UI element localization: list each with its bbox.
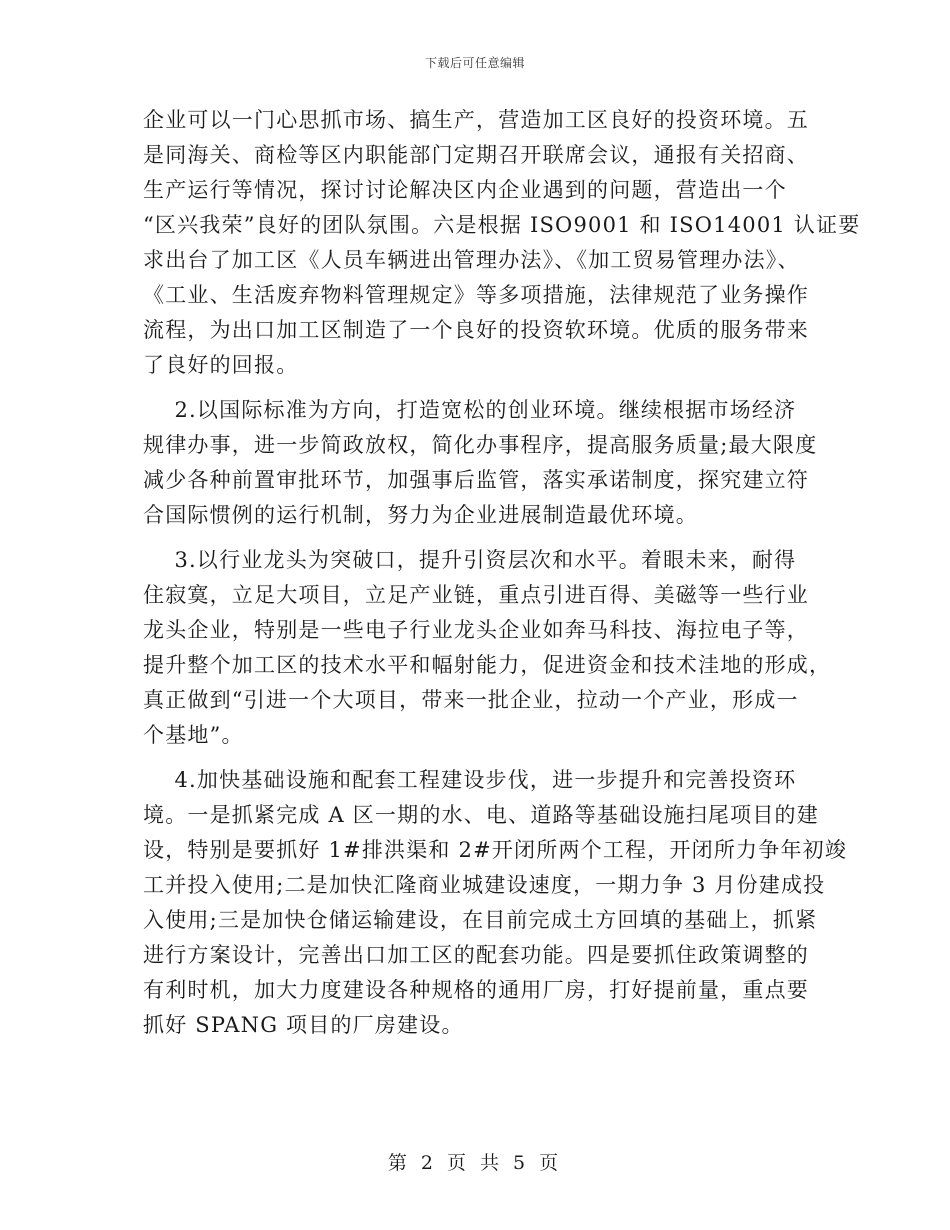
text-line: 4.加快基础设施和配套工程建设步伐，进一步提升和完善投资环 xyxy=(143,768,797,792)
page-number-footer: 第 2 页 共 5 页 xyxy=(387,1152,563,1174)
paragraph-2 xyxy=(143,393,818,533)
text-line: 流程，为出口加工区制造了一个良好的投资软环境。优质的服务带来 xyxy=(143,318,809,342)
page-header: 下载后可任意编辑 xyxy=(424,56,525,70)
text-line: “区兴我荣”良好的团队氛围。六是根据 ISO9001 和 ISO14001 认证要 xyxy=(143,213,861,237)
text-line: 入使用;三是加快仓储运输建设，在目前完成土方回填的基础上，抓紧 xyxy=(143,908,818,932)
document-body xyxy=(143,103,861,1043)
text-line: 设，特别是要抓好 1#排洪渠和 2#开闭所两个工程，开闭所力争年初竣 xyxy=(143,838,848,862)
paragraph-3 xyxy=(143,543,832,753)
text-line: 龙头企业，特别是一些电子行业龙头企业如奔马科技、海拉电子等， xyxy=(143,618,809,642)
text-line: 3.以行业龙头为突破口，提升引资层次和水平。着眼未来，耐得 xyxy=(143,548,797,572)
text-line: 个基地”。 xyxy=(143,723,244,747)
text-line: 抓好 SPANG 项目的厂房建设。 xyxy=(143,1013,464,1037)
text-line: 提升整个加工区的技术水平和幅射能力，促进资金和技术洼地的形成， xyxy=(143,653,832,677)
paragraph-4 xyxy=(143,763,848,1043)
text-line: 减少各种前置审批环节，加强事后监管，落实承诺制度，探究建立符 xyxy=(143,468,809,492)
text-line: 住寂寞，立足大项目，立足产业链，重点引进百得、美磁等一些行业 xyxy=(143,583,809,607)
text-line: 《工业、生活废弃物料管理规定》等多项措施，法律规范了业务操作 xyxy=(143,283,809,307)
text-line: 是同海关、商检等区内职能部门定期召开联席会议，通报有关招商、 xyxy=(143,143,809,167)
text-line: 合国际惯例的运行机制，努力为企业进展制造最优环境。 xyxy=(143,503,698,527)
text-line: 生产运行等情况，探讨讨论解决区内企业遇到的问题，营造出一个 xyxy=(143,178,787,202)
text-line: 有利时机，加大力度建设各种规格的通用厂房，打好提前量，重点要 xyxy=(143,978,809,1002)
text-line: 2.以国际标准为方向，打造宽松的创业环境。继续根据市场经济 xyxy=(143,398,797,422)
text-line: 进行方案设计，完善出口加工区的配套功能。四是要抓住政策调整的 xyxy=(143,943,809,967)
paragraph-1 xyxy=(143,103,861,383)
text-line: 工并投入使用;二是加快汇隆商业城建设速度，一期力争 3 月份建成投 xyxy=(143,873,826,897)
text-line: 企业可以一门心思抓市场、搞生产，营造加工区良好的投资环境。五 xyxy=(143,108,809,132)
text-line: 了良好的回报。 xyxy=(143,353,299,377)
text-line: 规律办事，进一步简政放权，简化办事程序，提高服务质量;最大限度 xyxy=(143,433,818,457)
text-line: 境。一是抓紧完成 A 区一期的水、电、道路等基础设施扫尾项目的建 xyxy=(143,803,819,827)
text-line: 求出台了加工区《人员车辆进出管理办法》、《加工贸易管理办法》、 xyxy=(143,248,800,272)
text-line: 真正做到“引进一个大项目，带来一批企业，拉动一个产业，形成一 xyxy=(143,688,799,712)
